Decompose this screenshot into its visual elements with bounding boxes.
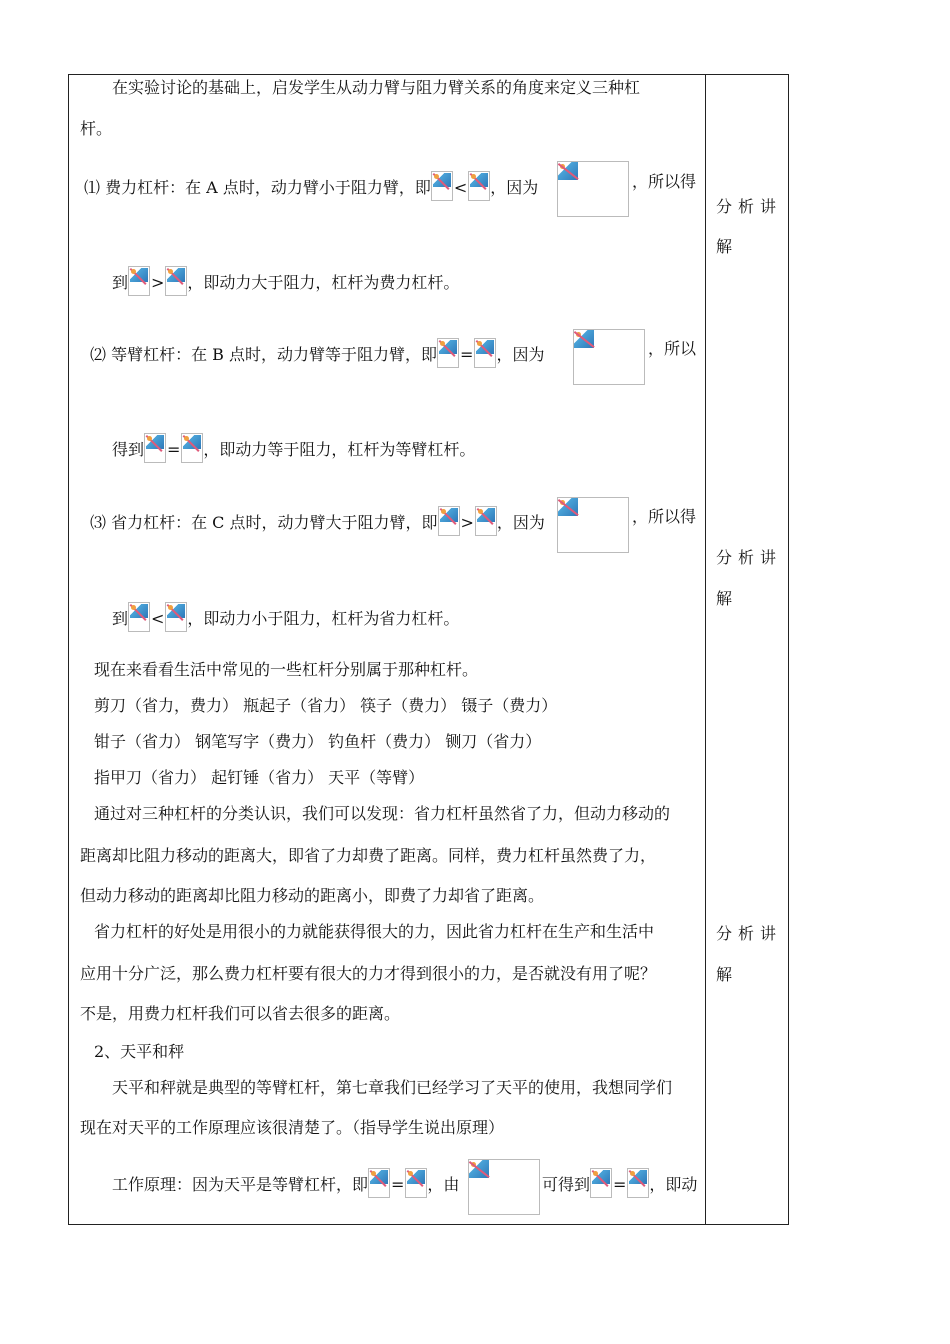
formula-image	[468, 171, 490, 201]
side-label-3: 分析讲	[716, 924, 783, 943]
fee-li-line-2	[112, 266, 459, 296]
sheng-li-line-1	[90, 506, 545, 536]
formula-image	[368, 1168, 390, 1198]
column-divider	[705, 74, 706, 1225]
conclusion-text: ，即动力大于阻力，杠杆为费力杠杆。	[187, 273, 460, 292]
balance-line-3b	[542, 1168, 697, 1198]
so-text: ，所以得	[632, 507, 697, 526]
advantage-line-3: 不是，用费力杠杆我们可以省去很多的距离。	[80, 1004, 401, 1023]
by-text: ，由	[427, 1175, 460, 1194]
fee-li-line-1	[84, 171, 538, 201]
operator: <	[453, 178, 468, 197]
sheng-li-line-2	[112, 602, 459, 632]
sheng-li-text: ⑶ 省力杠杆：在 C 点时，动力臂大于阻力臂，即	[90, 513, 438, 532]
side-label-3b: 解	[716, 965, 733, 984]
formula-image	[557, 161, 629, 217]
formula-image	[573, 329, 645, 385]
formula-image	[627, 1168, 649, 1198]
balance-title: 2、天平和秤	[94, 1042, 185, 1061]
side-label-2: 分析讲	[716, 548, 783, 567]
operator: =	[613, 1175, 627, 1194]
so-text: ，所以得	[632, 172, 697, 191]
formula-image	[128, 602, 150, 632]
because-text: ，因为	[490, 178, 539, 197]
to-text: 到	[112, 609, 129, 628]
principle-text: 工作原理：因为天平是等臂杠杆，即	[112, 1175, 369, 1194]
deng-bi-text: ⑵ 等臂杠杆：在 B 点时，动力臂等于阻力臂，即	[90, 345, 438, 364]
side-label-1: 分析讲	[716, 197, 783, 216]
deng-bi-line-2	[112, 433, 475, 463]
formula-image	[438, 506, 460, 536]
operator: <	[151, 609, 165, 628]
conclusion-text: ，即动力等于阻力，杠杆为等臂杠杆。	[203, 440, 476, 459]
balance-line-2: 现在对天平的工作原理应该很清楚了。（指导学生说出原理）	[80, 1118, 505, 1137]
advantage-line-1: 省力杠杆的好处是用很小的力就能获得很大的力，因此省力杠杆在生产和生活中	[94, 922, 655, 941]
formula-image	[128, 266, 150, 296]
balance-line-1: 天平和秤就是典型的等臂杠杆，第七章我们已经学习了天平的使用，我想同学们	[112, 1078, 673, 1097]
to-text: 得到	[112, 440, 145, 459]
examples-row-2: 钳子（省力） 钢笔写字（费力） 钓鱼杆（费力） 铡刀（省力）	[94, 732, 542, 751]
operator: =	[391, 1175, 405, 1194]
get-text: 可得到	[542, 1175, 591, 1194]
formula-image	[437, 338, 459, 368]
formula-image	[590, 1168, 612, 1198]
formula-image	[144, 433, 166, 463]
side-label-2b: 解	[716, 589, 733, 608]
intro-line-2: 杆。	[80, 119, 113, 138]
summary-line-1: 通过对三种杠杆的分类认识，我们可以发现：省力杠杆虽然省了力，但动力移动的	[94, 804, 671, 823]
formula-image	[468, 1159, 540, 1215]
fee-li-text: ⑴ 费力杠杆：在 A 点时，动力臂小于阻力臂，即	[84, 178, 431, 197]
because-text: ，因为	[496, 513, 545, 532]
operator: =	[167, 440, 181, 459]
operator: >	[151, 273, 165, 292]
examples-intro: 现在来看看生活中常见的一些杠杆分别属于那种杠杆。	[94, 660, 479, 679]
formula-image	[557, 497, 629, 553]
operator: >	[460, 513, 474, 532]
examples-row-3: 指甲刀（省力） 起钉锤（省力） 天平（等臂）	[94, 768, 425, 787]
formula-image	[431, 171, 453, 201]
because-text: ，因为	[496, 345, 545, 364]
formula-image	[165, 602, 187, 632]
formula-image	[474, 338, 496, 368]
conclusion-text: ，即动力小于阻力，杠杆为省力杠杆。	[187, 609, 460, 628]
examples-row-1: 剪刀（省力，费力） 瓶起子（省力） 筷子（费力） 镊子（费力）	[94, 696, 558, 715]
so-text: ，所以	[648, 339, 697, 358]
summary-line-2: 距离却比阻力移动的距离大，即省了力却费了距离。同样，费力杠杆虽然费了力，	[80, 846, 657, 865]
advantage-line-2: 应用十分广泛，那么费力杠杆要有很大的力才得到很小的力，是否就没有用了呢？	[80, 964, 657, 983]
side-label-1b: 解	[716, 237, 733, 256]
intro-line-1: 在实验讨论的基础上，启发学生从动力臂与阻力臂关系的角度来定义三种杠	[112, 78, 641, 97]
formula-image	[475, 506, 497, 536]
operator: =	[460, 345, 474, 364]
to-text: 到	[112, 273, 129, 292]
formula-image	[405, 1168, 427, 1198]
formula-image	[165, 266, 187, 296]
i-e-text: ，即动	[649, 1175, 698, 1194]
deng-bi-line-1	[90, 338, 544, 368]
formula-image	[181, 433, 203, 463]
balance-line-3a	[112, 1168, 459, 1198]
summary-line-3: 但动力移动的距离却比阻力移动的距离小，即费了力却省了距离。	[80, 886, 545, 905]
